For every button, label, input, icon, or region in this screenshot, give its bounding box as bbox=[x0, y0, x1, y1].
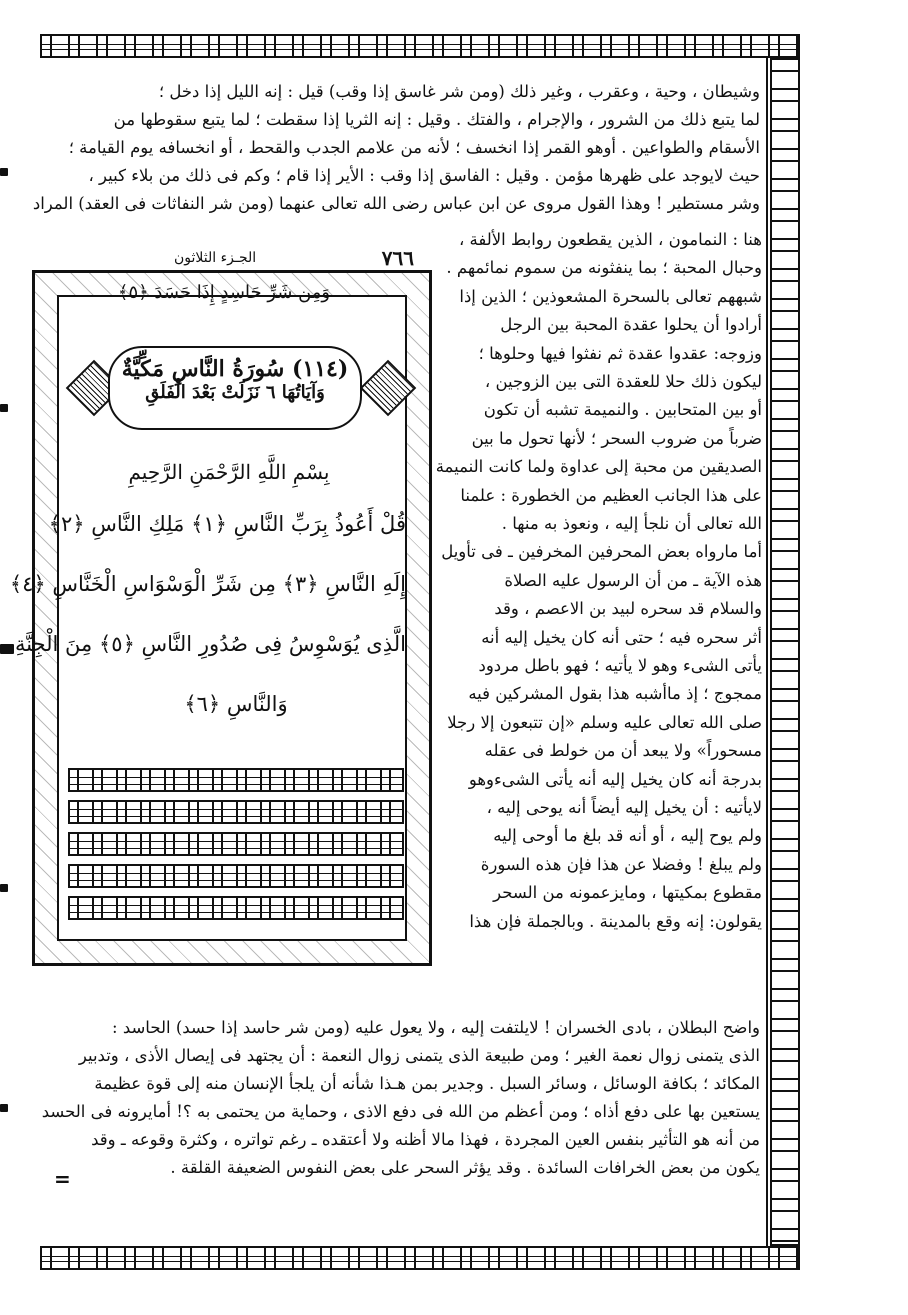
text-line: ضرباً من ضروب السحر ؛ لأنها تحول ما بين bbox=[471, 428, 762, 448]
margin-mark bbox=[0, 644, 14, 654]
continuation-mark: = bbox=[54, 1167, 71, 1191]
text-line: وشر مستطير ! وهذا القول مروى عن ابن عباس رضى الله تعالى عنهما (ومن شر النفاثات فى العقد) المراد bbox=[32, 194, 760, 213]
inset-part-label: الجـزء الثلاثون bbox=[174, 250, 257, 266]
text-line: هنا : النمامون ، الذين يقطعون روابط الألفة ، bbox=[458, 230, 762, 249]
text-line: بدرجة أنه كان يخيل إليه أنه يأتى الشىءوهو bbox=[468, 769, 762, 789]
text-line: الأسقام والطواعين . أوهو القمر إذا انخسف ؛ لأنه من علامم الجدب والقحط ، أو انخسافه يوم القيامة ؛ bbox=[68, 138, 760, 157]
text-line: ولم يوح إليه ، أو أنه قد بلغ ما أوحى إليه bbox=[493, 826, 762, 846]
text-line: لما يتبع ذلك من الشرور ، والإجرام ، والفتك . وقيل : إنه الثريا إذا سقطت ؛ لما يتبع سقوطها من bbox=[113, 110, 760, 129]
text-line: المكائد ؛ بكافة الوسائل ، وسائر السبل . وجدير بمن هـذا شأنه أن يلجأ الإنسان منه إلى قوة عظيمة bbox=[94, 1074, 760, 1093]
inset-page-number: ٧٦٦ bbox=[381, 246, 414, 270]
text-line: من أنه هو التأثير بنفس العين المجردة ، فهذا مالا أظنه ولا أعتقده ـ رغم تواتره ، وكثرة وقوعه ـ وقد bbox=[91, 1130, 760, 1149]
surah-subtitle: وَآيَاتُهَا ٦ نَزَلَتْ بَعْدَ الْفَلَقِ bbox=[145, 382, 325, 403]
text-line: وحبال المحبة ؛ بما ينفثونه من سموم نمائمهم . bbox=[446, 258, 762, 278]
surah-title: (١١٤) سُورَةُ النَّاسِ مَكِّيَّةٌ bbox=[121, 356, 349, 382]
quran-line: الَّذِى يُوَسْوِسُ فِى صُدُورِ النَّاسِ ﴿٥﴾ مِنَ الْجِنَّةِ bbox=[15, 632, 406, 656]
text-line: ولم يبلغ ! وفضلا عن هذا فإن هذه السورة bbox=[480, 854, 762, 874]
frame-rule bbox=[766, 58, 768, 1246]
text-line: صلى الله تعالى عليه وسلم «إن تتبعون إلا رجلا bbox=[447, 712, 762, 732]
inset-header bbox=[174, 246, 434, 272]
text-line: هذه الآية ـ من أن الرسول عليه الصلاة bbox=[504, 570, 762, 590]
text-line: وزوجه: عقدوا عقدة ثم نفثوا فيها وحلوها ؛ bbox=[478, 343, 762, 363]
quran-line: إِلَهِ النَّاسِ ﴿٣﴾ مِن شَرِّ الْوَسْوَاسِ الْخَنَّاسِ ﴿٤﴾ bbox=[9, 572, 406, 596]
previous-surah-last-verse: وَمِن شَرِّ حَاسِدٍ إِذَا حَسَدَ ﴿٥﴾ bbox=[117, 282, 331, 303]
text-line: أرادوا أن يحلوا عقدة المحبة بين الرجل bbox=[500, 315, 762, 335]
text-line: لايأتيه : أن يخيل إليه أيضاً أنه يوحى إليه ، bbox=[486, 798, 762, 817]
text-line: يستعين بها على دفع أذاه ؛ ومن أعظم من الله فى دفع الاذى ، وحماية من يحتمى به ؟! أمايرونه فى الحسد bbox=[41, 1102, 760, 1121]
text-line: مسحوراً» ولا يبعد أن من خولط فى عقله bbox=[484, 741, 762, 761]
text-line: واضح البطلان ، بادى الخسران ! لايلتفت إليه ، ولا يعول عليه (ومن شر حاسد إذا حسد) الحاسد : bbox=[112, 1018, 760, 1037]
margin-mark bbox=[0, 404, 8, 412]
text-line: وشيطان ، وحية ، وعقرب ، وغير ذلك (ومن شر غاسق إذا وقب) قيل : إنه الليل إذا دخل ؛ bbox=[158, 82, 760, 101]
text-line: شبههم تعالى بالسحرة المشعوذين ؛ الذين إذا bbox=[459, 286, 762, 306]
top-border-ornament bbox=[40, 34, 800, 58]
text-line: الصديقين من محبة إلى عداوة ولما كانت النميمة bbox=[435, 457, 762, 477]
text-line: أو بين المتحابين . والنميمة تشبه أن تكون bbox=[483, 400, 762, 420]
text-line: الله تعالى أن نلجأ إليه ، ونعوذ به منها . bbox=[501, 514, 762, 533]
text-line: يأتى الشىء وهو لا يأتيه ؛ فهو باطل مردود bbox=[478, 656, 762, 675]
ornamental-band bbox=[68, 768, 404, 792]
text-line: الذى يتمنى زوال نعمة الغير ؛ ومن طبيعة الذى يتمنى زوال النعمة : أن يجتهد فى إيصال الأذى ، وتدبير bbox=[78, 1046, 760, 1065]
ornamental-band bbox=[68, 832, 404, 856]
ornamental-band bbox=[68, 800, 404, 824]
ornamental-band bbox=[68, 896, 404, 920]
text-line: أثر سحره فيه ؛ حتى أنه كان يخيل إليه أنه bbox=[481, 627, 762, 647]
ornamental-band bbox=[68, 864, 404, 888]
text-line: على هذا الجانب العظيم من الخطورة : علمنا bbox=[460, 485, 762, 505]
margin-mark bbox=[0, 1104, 8, 1112]
text-line: يكون من بعض الخرافات السائدة . وقد يؤثر السحر على بعض النفوس الضعيفة القلقة . bbox=[170, 1158, 760, 1177]
text-line: مقطوع بمكيتها ، ومايزعمونه من السحر bbox=[493, 883, 762, 903]
bottom-border-ornament bbox=[40, 1246, 800, 1270]
quran-line: قُلْ أَعُوذُ بِرَبِّ النَّاسِ ﴿١﴾ مَلِكِ النَّاسِ ﴿٢﴾ bbox=[48, 512, 406, 536]
quran-line: وَالنَّاسِ ﴿٦﴾ bbox=[184, 692, 288, 716]
text-line: ليكون ذلك حلا للعقدة التى بين الزوجين ، bbox=[484, 372, 762, 391]
text-line: حيث لايوجد على ظهرها مؤمن . وقيل : الفاسق إذا وقب : الأير إذا قام ؛ وكم فى ذلك من بلاء كبير ، bbox=[88, 166, 760, 185]
basmala: بِسْمِ اللَّهِ الرَّحْمَنِ الرَّحِيمِ bbox=[128, 460, 330, 484]
text-line: ممجوج ؛ إذ ماأشبه هذا بقول المشركين فيه bbox=[468, 684, 762, 704]
margin-mark bbox=[0, 884, 8, 892]
text-line: والسلام قد سحره لبيد بن الاعصم ، وقد bbox=[494, 599, 762, 619]
text-line: يقولون: إنه وقع بالمدينة . وبالجملة فإن هذا bbox=[469, 911, 762, 931]
text-line: أما مارواه بعض المحرفين المخرفين ـ فى تأويل bbox=[441, 542, 762, 562]
surah-title-cartouche bbox=[108, 346, 362, 430]
right-border-ornament bbox=[770, 58, 800, 1246]
quran-page-inset bbox=[9, 240, 434, 968]
margin-mark bbox=[0, 168, 8, 176]
